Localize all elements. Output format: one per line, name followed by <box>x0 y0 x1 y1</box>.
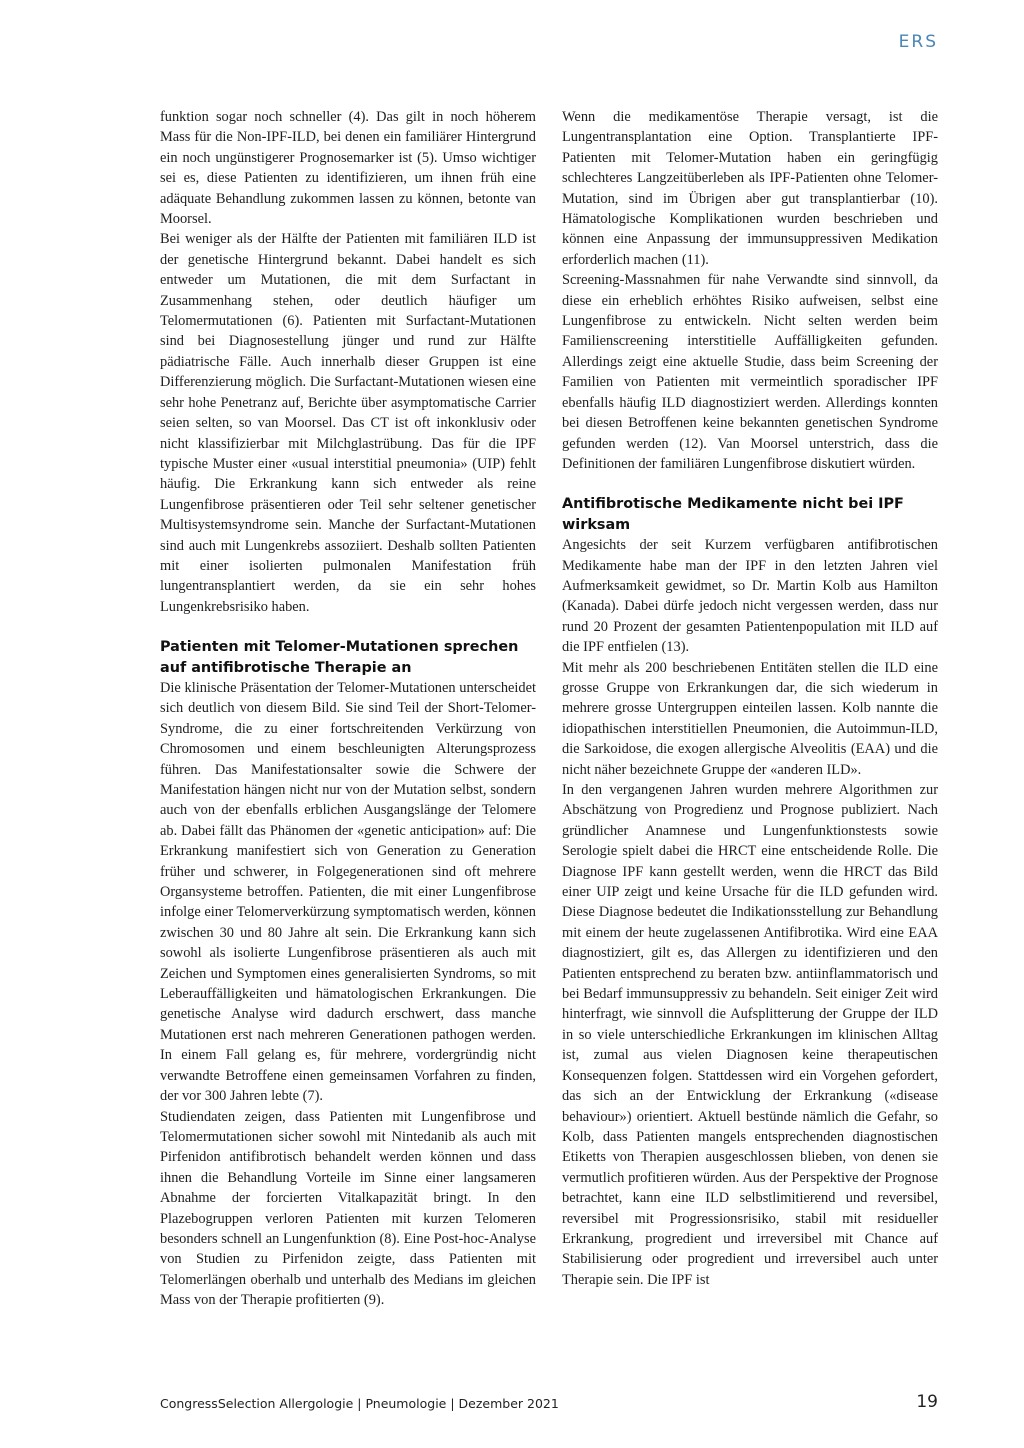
section-heading: Antifibrotische Medikamente nicht bei IPF wirksam <box>562 496 904 533</box>
paragraph: Mit mehr als 200 beschriebenen Entitäten stellen die ILD eine grosse Gruppe von Erkrankungen dar, die sich wiederum in mehrere grosse Untergruppen einteilen lassen. Kolb nannte die idiopathischen interstitiellen Pneumonien, die Autoimmun-ILD, die Sarkoidose, die exogen allergische Alveolitis (EAA) und die nicht näher bezeichnete Gruppe der «anderen ILD». <box>562 659 938 778</box>
right-column <box>562 107 938 1290</box>
paragraph: Studiendaten zeigen, dass Patienten mit Lungenfibrose und Telomermutationen sicher sowohl mit Nintedanib als auch mit Pirfenidon antifibrotisch behandelt werden können und dass ihnen die Behandlung Vorteile im Sinne einer langsameren Abnahme der forcierten Vitalkapazität bringt. In den Plazebogruppen verloren Patienten mit kurzen Telomeren besonders schnell an Lungenfunktion (8). Eine Post-hoc-Analyse von Studien zu Pirfenidon zeigte, dass Patienten mit Telomerlängen oberhalb und unterhalb des Medians im gleichen Mass von der Therapie profitierten (9). <box>160 1108 536 1309</box>
page-number: 19 <box>916 1392 938 1412</box>
paragraph: Bei weniger als der Hälfte der Patienten mit familiären ILD ist der genetische Hintergrund bekannt. Dabei handelt es sich entweder um Mutationen, die mit dem Surfactant in Zusammenhang stehen, oder deutlich häufiger um Telomermutationen (6). Patienten mit Surfactant-Mutationen sind bei Diagnosestellung jünger und rund zur Hälfte pädiatrische Fälle. Auch innerhalb dieser Gruppen ist eine Differenzierung möglich. Die Surfactant-Mutationen wiesen eine sehr hohe Penetranz auf, Berichte über asymptomatische Carrier seien selten, so van Moorsel. Das CT ist oft inkonklusiv oder nicht klassifizierbar mit Milchglastrübung. Das für die IPF typische Muster einer «usual interstitial pneumonia» (UIP) fehlt häufig. Die Erkrankung kann sich entweder als reine Lungenfibrose präsentieren oder Teil sehr seltener genetischer Multisystemsyndrome sein. Manche der Surfactant-Mutationen sind auch mit Lungenkrebs assoziiert. Deshalb sollten Patienten mit einer isolierten pulmonalen Manifestation früh lungentransplantiert werden, da sie ein sehr hohes Lungenkrebsrisiko haben. <box>160 231 536 615</box>
paragraph: Die klinische Präsentation der Telomer-Mutationen unterscheidet sich deutlich von diesem Bild. Sie sind Teil der Short-Telomer-Syndrome, die zu einer fortschreitenden Verkürzung von Chromosomen und einem beschleunigten Alterungsprozess führen. Das Manifestationsalter sowie die Schwere der Manifestation hängen nicht nur von der Mutation selbst, sondern auch von der ebenfalls erblichen Ausgangslänge der Telomere ab. Dabei fällt das Phänomen der «genetic anticipation» auf: Die Erkrankung manifestiert sich von Generation zu Generation früher und schwerer, in Folgegenerationen sind oft mehrere Organsysteme betroffen. Patienten, die mit einer Lungenfibrose infolge einer Telomerverkürzung symptomatisch werden, können zwischen 30 und 80 Jahre alt sein. Die Erkrankung kann sich sowohl als isolierte Lungenfibrose präsentieren als auch mit Zeichen und Symptomen eines generalisierten Syndroms, so mit Leberauffälligkeiten und hämatologischen Erkrankungen. Die genetische Analyse wird dadurch erschwert, dass manche Mutationen erst nach mehreren Generationen pathogen werden. In einem Fall gelang es, für mehrere, vordergründig nicht verwandte Betroffene einen gemeinsamen Vorfahren zu finden, der vor 300 Jahren lebte (7). <box>160 679 536 1105</box>
paragraph: Screening-Massnahmen für nahe Verwandte sind sinnvoll, da diese ein erheblich erhöhtes Risiko aufweisen, selbst eine Lungenfibrose zu entwickeln. Nicht selten werden beim Familienscreening interstitielle Auffälligkeiten gefunden. Allerdings zeigt eine aktuelle Studie, dass beim Screening der Familien von Patienten mit vermeintlich sporadischer IPF ebenfalls häufig ILD diagnostiziert werden. Allerdings konnten bei diesen Betroffenen keine bekannten genetischen Syndrome gefunden werden (12). Van Moorsel unterstrich, dass die Definitionen der familiären Lungenfibrose diskutiert würden. <box>562 272 938 472</box>
paragraph: funktion sogar noch schneller (4). Das gilt in noch höherem Mass für die Non-IPF-ILD, bei denen ein familiärer Hintergrund ein noch ungünstigerer Prognosemarker ist (5). Umso wichtiger sei es, diese Patienten zu identifizieren, um ihnen früh eine adäquate Behandlung zukommen lassen zu können, betonte van Moorsel. <box>160 109 536 228</box>
section-tag: ERS <box>898 32 938 52</box>
paragraph: Wenn die medikamentöse Therapie versagt, ist die Lungentransplantation eine Option. Transplantierte IPF-Patienten mit Telomer-Mutation haben ein geringfügig schlechteres Langzeitüberleben als IPF-Patienten ohne Telomer-Mutation, sind im Übrigen aber gut transplantierbar (10). Hämatologische Komplikationen wurden beschrieben und können eine Anpassung der immunsuppressiven Medikation erforderlich machen (11). <box>562 109 938 268</box>
paragraph: Angesichts der seit Kurzem verfügbaren antifibrotischen Medikamente habe man der IPF in den letzten Jahren viel Aufmerksamkeit gewidmet, so Dr. Martin Kolb aus Hamilton (Kanada). Dabei dürfe jedoch nicht vergessen werden, dass nur rund 20 Prozent der gesamten Patientenpopulation mit ILD auf die IPF entfielen (13). <box>562 537 938 656</box>
section-heading: Patienten mit Telomer-Mutationen sprechen auf antifibrotische Therapie an <box>160 639 519 676</box>
paragraph: In den vergangenen Jahren wurden mehrere Algorithmen zur Abschätzung von Progredienz und Prognose publiziert. Nach gründlicher Anamnese und Lungenfunktionstests sowie Serologie spielt dabei die HRCT eine entscheidende Rolle. Die Diagnose IPF kann gestellt werden, wenn die HRCT das Bild einer UIP zeigt und keine Ursache für die ILD gefunden wird. Diese Diagnose bedeutet die Indikationsstellung zur Behandlung mit einem der heute zugelassenen Antifibrotika. Wird eine EAA diagnostiziert, gilt es, das Allergen zu identifizieren und den Patienten entsprechend zu beraten bzw. antiinflammatorisch und bei Bedarf immunsuppressiv zu behandeln. Seit einiger Zeit wird hinterfragt, wie sinnvoll die Aufsplitterung der Gruppe der ILD in so viele unterschiedliche Erkrankungen im klinischen Alltag ist, zumal aus vielen Diagnosen keine therapeutischen Konsequenzen folgen. Stattdessen wird ein Vorgehen gefordert, das sich an der Entwicklung der Erkrankung («disease behaviour») orientiert. Aktuell bestünde nämlich die Gefahr, so Kolb, dass Patienten mangels entsprechenden diagnostischen Etiketts von Therapien ausgeschlossen blieben, von denen sie vermutlich profitieren würden. Aus der Perspektive der Prognose betrachtet, kann eine ILD selbstlimitierend und reversibel, reversibel mit Progressionsrisiko, stabil mit residueller Erkrankung, progredient und irreversibel mit Chance auf Stabilisierung oder progredient und irreversibel auch unter Therapie sein. Die IPF ist <box>562 782 938 1288</box>
left-column <box>160 107 536 1311</box>
publication-footer: CongressSelection Allergologie | Pneumologie | Dezember 2021 <box>160 1396 559 1411</box>
